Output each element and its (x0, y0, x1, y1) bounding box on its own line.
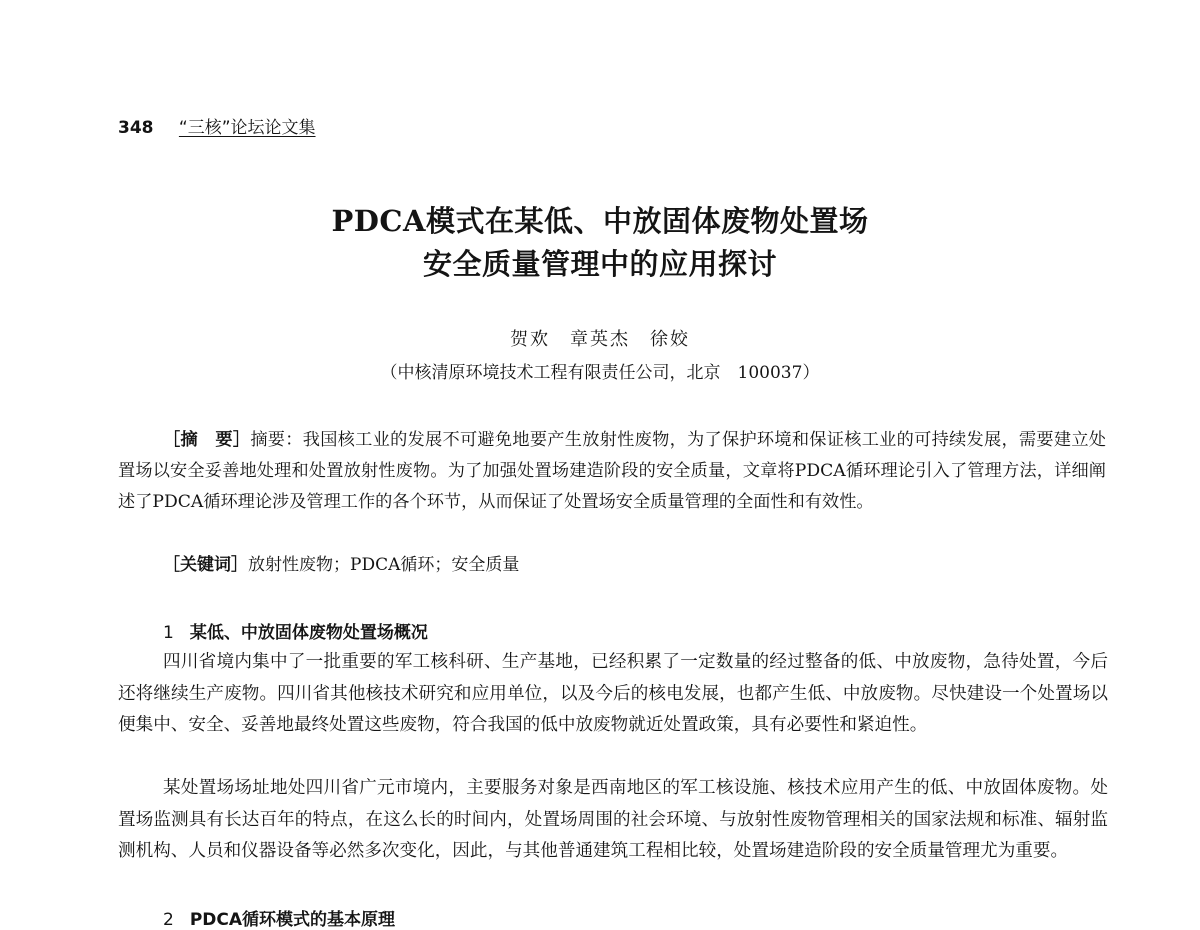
page-number: 348 (118, 118, 154, 138)
authors: 贺欢 章英杰 徐姣 (510, 329, 690, 350)
journal-title: “三核”论坛论文集 (178, 118, 316, 138)
paper-title-line-1: PDCA模式在某低、中放固体废物处置场 (331, 204, 869, 238)
section-title: PDCA循环模式的基本原理 (189, 910, 396, 930)
section-heading-1 (163, 618, 428, 643)
keywords-text: 放射性废物；PDCA循环；安全质量 (248, 555, 520, 575)
body-paragraph: 某处置场场址地处四川省广元市境内，主要服务对象是西南地区的军工核设施、核技术应用产生的低、中放固体废物。处置场监测具有长达百年的特点，在这么长的时间内，处置场周围的社会环境、与放射性废物管理相关的国家法规和标准、辐射监测机构、人员和仪器设备等必然多次变化，因此，与其他普通建筑工程相比较，处置场建造阶段的安全质量管理尤为重要。 (118, 778, 1108, 861)
abstract-text: 摘要：我国核工业的发展不可避免地要产生放射性废物，为了保护环境和保证核工业的可持续发展，需要建立处置场以安全妥善地处理和处置放射性废物。为了加强处置场建造阶段的安全质量，文章将PDCA循环理论引入了管理方法，详细阐述了PDCA循环理论涉及管理工作的各个环节，从而保证了处置场安全质量管理的全面性和有效性。 (118, 430, 1106, 512)
section-title: 某低、中放固体废物处置场概况 (189, 623, 428, 643)
keywords-label: ［关键词］ (163, 555, 248, 575)
section-heading-2 (163, 905, 395, 930)
section-number: 2 (163, 910, 174, 930)
section-number: 1 (163, 623, 174, 643)
running-header (118, 113, 316, 138)
keywords (163, 550, 519, 575)
paper-title-line-2: 安全质量管理中的应用探讨 (422, 247, 777, 281)
abstract (118, 425, 1106, 518)
affiliation: （中核清原环境技术工程有限责任公司，北京 100037） (380, 363, 820, 383)
body-paragraph: 四川省境内集中了一批重要的军工核科研、生产基地，已经积累了一定数量的经过整备的低、中放废物，急待处置，今后还将继续生产废物。四川省其他核技术研究和应用单位，以及今后的核电发展，也都产生低、中放废物。尽快建设一个处置场以便集中、安全、妥善地最终处置这些废物，符合我国的低中放废物就近处置政策，具有必要性和紧迫性。 (118, 652, 1108, 735)
abstract-label: ［摘 要］ (163, 430, 251, 450)
